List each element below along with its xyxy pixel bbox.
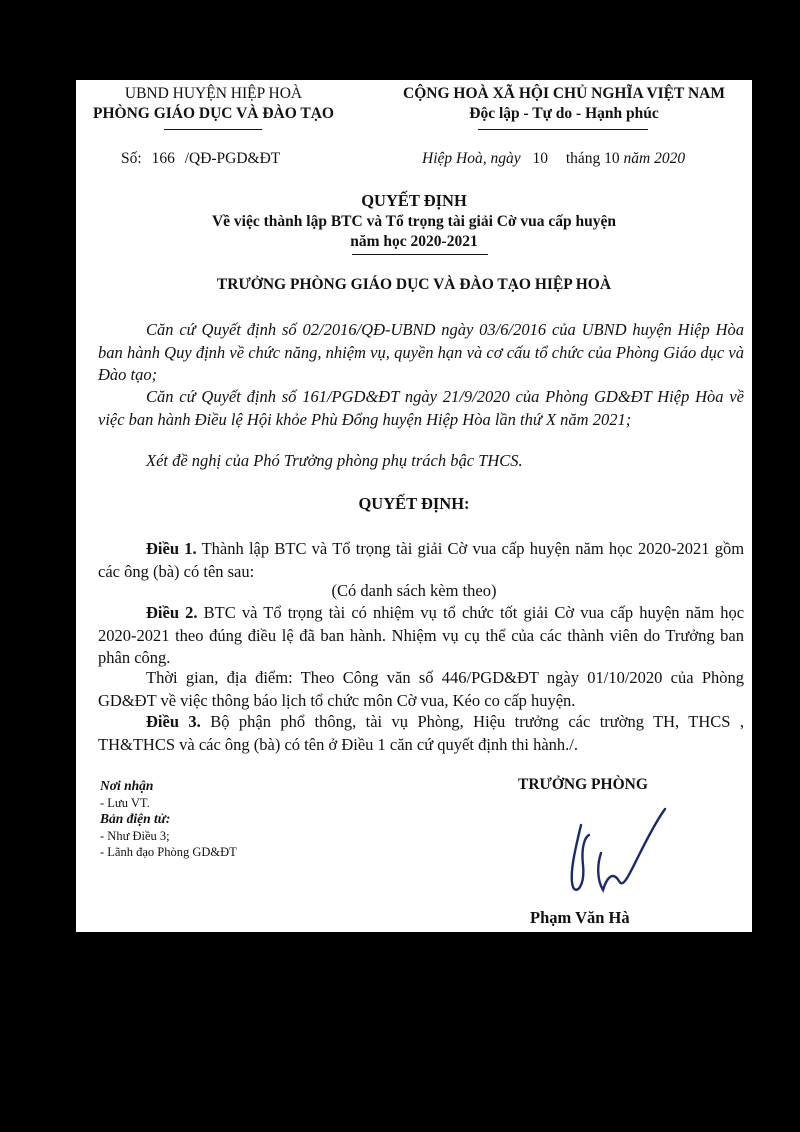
issuer-block bbox=[76, 84, 351, 124]
preamble-1: Căn cứ Quyết định số 02/2016/QĐ-UBND ngày 03/6/2016 của UBND huyện Hiệp Hòa ban hành Quy định về chức năng, nhiệm vụ, quyền hạn và cơ cấu tổ chức của Phòng Giáo dục và Đào tạo; bbox=[98, 320, 744, 384]
article-3-label: Điều 3. bbox=[146, 712, 201, 731]
date-month: tháng 10 bbox=[565, 150, 620, 167]
recipient-item: - Lưu VT. bbox=[100, 795, 150, 810]
motto-underline bbox=[478, 129, 648, 130]
country-name: CỘNG HOÀ XÃ HỘI CHỦ NGHĨA VIỆT NAM bbox=[403, 85, 725, 102]
article-1-label: Điều 1. bbox=[146, 539, 197, 558]
doc-number-value: 166 bbox=[151, 150, 175, 167]
signer-name: Phạm Văn Hà bbox=[530, 908, 630, 927]
national-motto-block bbox=[376, 84, 752, 124]
signer-title: TRƯỞNG PHÒNG bbox=[518, 776, 648, 793]
article-2-time: Thời gian, địa điểm: Theo Công văn số 446/PGD&ĐT ngày 01/10/2020 của Phòng GD&ĐT về việc thông báo lịch tổ chức môn Cờ vua, Kéo co cấp huyện. bbox=[98, 668, 744, 710]
document-page bbox=[76, 80, 752, 932]
document-date bbox=[422, 150, 685, 168]
preamble-3: Xét đề nghị của Phó Trưởng phòng phụ trách bậc THCS. bbox=[146, 451, 523, 470]
article-1: Điều 1. Thành lập BTC và Tổ trọng tài giải Cờ vua cấp huyện năm học 2020-2021 gồm các ông (bà) có tên sau: bbox=[98, 539, 745, 581]
doc-number-prefix: Số: bbox=[121, 150, 142, 167]
recipients-heading: Nơi nhận bbox=[100, 778, 154, 793]
document-title: QUYẾT ĐỊNH bbox=[361, 191, 467, 210]
electronic-recipients-heading: Bản điện tử: bbox=[100, 811, 171, 826]
motto: Độc lập - Tự do - Hạnh phúc bbox=[469, 105, 659, 122]
document-subject-line2: năm học 2020-2021 bbox=[350, 233, 478, 250]
date-year: năm 2020 bbox=[623, 150, 686, 167]
issuing-authority: TRƯỞNG PHÒNG GIÁO DỤC VÀ ĐÀO TẠO HIỆP HOÀ bbox=[216, 276, 612, 293]
date-day: 10 bbox=[532, 150, 548, 167]
issuer-underline bbox=[164, 129, 262, 130]
document-subject-line1: Về việc thành lập BTC và Tổ trọng tài giải Cờ vua cấp huyện bbox=[211, 213, 617, 230]
preamble-2: Căn cứ Quyết định số 161/PGD&ĐT ngày 21/9/2020 của Phòng GD&ĐT Hiệp Hòa về việc ban hành Điều lệ Hội khỏe Phù Đổng huyện Hiệp Hòa lần thứ X năm 2021; bbox=[98, 387, 744, 429]
recipients-block bbox=[100, 778, 237, 861]
issuer-parent-org: UBND HUYỆN HIỆP HOÀ bbox=[124, 85, 303, 102]
recipient-item: - Như Điều 3; bbox=[100, 828, 170, 843]
subject-underline bbox=[352, 254, 488, 255]
article-2-label: Điều 2. bbox=[146, 603, 198, 622]
issuer-org: PHÒNG GIÁO DỤC VÀ ĐÀO TẠO bbox=[93, 105, 334, 122]
article-1-note: (Có danh sách kèm theo) bbox=[331, 581, 497, 600]
decision-heading: QUYẾT ĐỊNH: bbox=[358, 494, 470, 513]
doc-number-suffix: /QĐ-PGD&ĐT bbox=[184, 150, 281, 167]
recipient-item: - Lãnh đạo Phòng GD&ĐT bbox=[100, 845, 237, 859]
document-number bbox=[121, 150, 280, 168]
handwritten-signature-icon bbox=[561, 795, 671, 905]
article-3: Điều 3. Bộ phận phổ thông, tài vụ Phòng, Hiệu trưởng các trường TH, THCS , TH&THCS và các ông (bà) có tên ở Điều 1 căn cứ quyết định thi hành./. bbox=[98, 712, 745, 754]
date-place: Hiệp Hoà, ngày bbox=[422, 150, 521, 167]
article-2: Điều 2. BTC và Tổ trọng tài có nhiệm vụ tổ chức tốt giải Cờ vua cấp huyện năm học 2020-2021 theo đúng điều lệ đã ban hành. Nhiệm vụ cụ thể của các thành viên do Trưởng ban phân công. bbox=[98, 603, 745, 667]
